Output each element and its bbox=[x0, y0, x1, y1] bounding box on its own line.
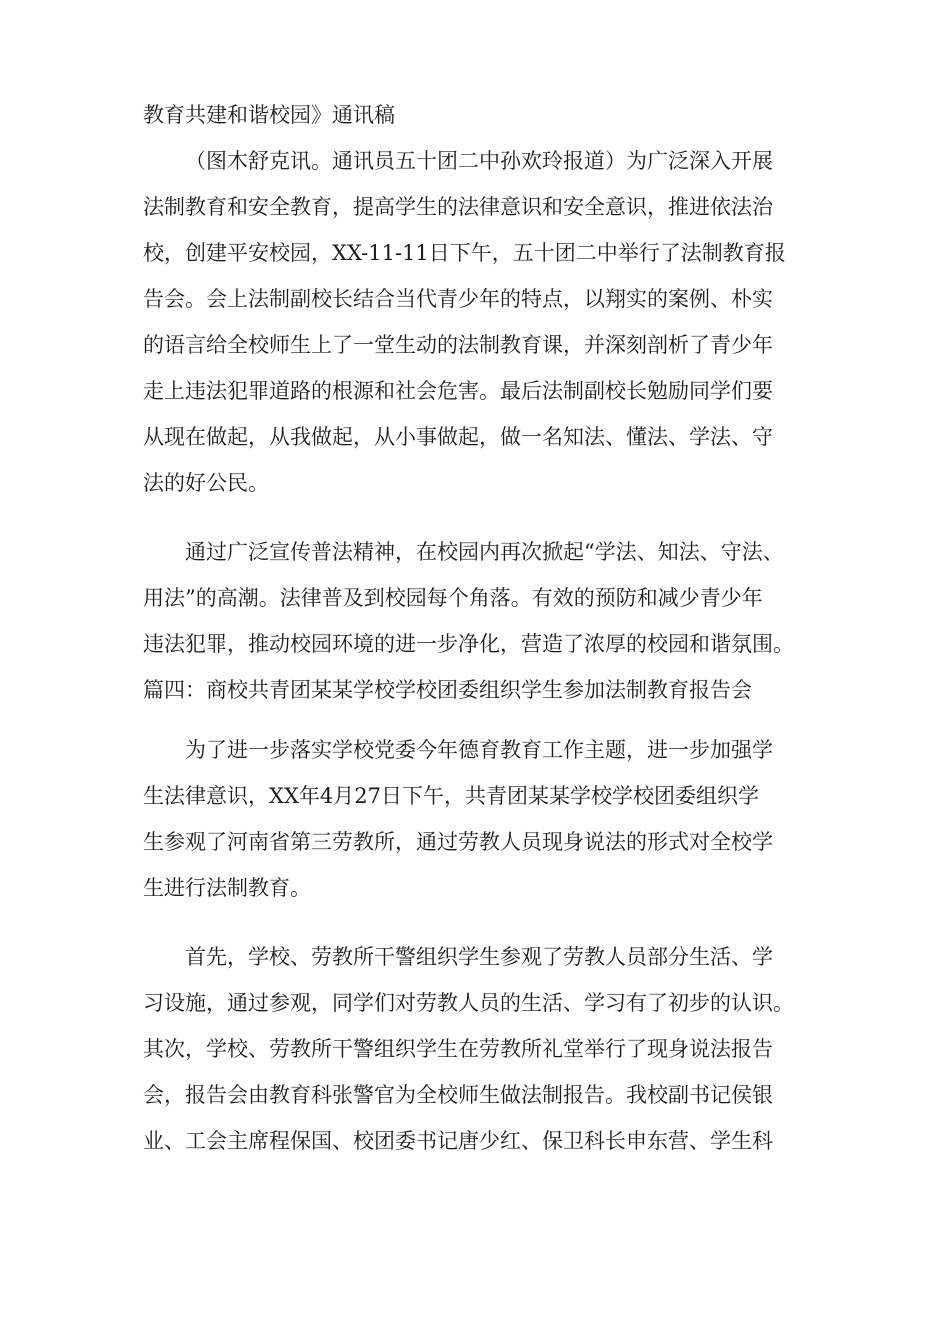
text-line: 校，创建平安校园，XX-11-11日下午，五十团二中举行了法制教育报 bbox=[143, 241, 786, 265]
text-line: 用法”的高潮。法律普及到校园每个角落。有效的预防和减少青少年 bbox=[143, 586, 763, 610]
text-line: 法的好公民。 bbox=[143, 471, 269, 495]
text-line: 习设施，通过参观，同学们对劳教人员的生活、学习有了初步的认识。 bbox=[143, 991, 794, 1015]
text-line: 生进行法制教育。 bbox=[143, 876, 311, 900]
text-line: 违法犯罪，推动校园环境的进一步净化，营造了浓厚的校园和谐氛围。 bbox=[143, 632, 794, 656]
text-line: 告会。会上法制副校长结合当代青少年的特点，以翔实的案例、朴实 bbox=[143, 287, 773, 311]
text-line: 生法律意识，XX年4月27日下午，共青团某某学校学校团委组织学 bbox=[143, 784, 759, 808]
text-line: 从现在做起，从我做起，从小事做起，做一名知法、懂法、学法、守 bbox=[143, 425, 773, 449]
section-heading: 篇四：商校共青团某某学校学校团委组织学生参加法制教育报告会 bbox=[143, 678, 752, 702]
text-line: （图木舒克讯。通讯员五十团二中孙欢玲报道）为广泛深入开展 bbox=[185, 149, 773, 173]
text-line: 为了进一步落实学校党委今年德育教育工作主题，进一步加强学 bbox=[185, 738, 773, 762]
text-line: 法制教育和安全教育，提高学生的法律意识和安全意识，推进依法治 bbox=[143, 195, 773, 219]
text-line: 会，报告会由教育科张警官为全校师生做法制报告。我校副书记侯银 bbox=[143, 1083, 773, 1107]
text-line: 教育共建和谐校园》通讯稿 bbox=[143, 103, 395, 127]
text-line: 的语言给全校师生上了一堂生动的法制教育课，并深刻剖析了青少年 bbox=[143, 333, 773, 357]
text-line: 生参观了河南省第三劳教所，通过劳教人员现身说法的形式对全校学 bbox=[143, 830, 773, 854]
text-line: 其次，学校、劳教所干警组织学生在劳教所礼堂举行了现身说法报告 bbox=[143, 1037, 773, 1061]
text-line: 通过广泛宣传普法精神，在校园内再次掀起“学法、知法、守法、 bbox=[185, 540, 784, 564]
text-line: 业、工会主席程保国、校团委书记唐少红、保卫科长申东营、学生科 bbox=[143, 1129, 773, 1153]
text-line: 首先，学校、劳教所干警组织学生参观了劳教人员部分生活、学 bbox=[185, 945, 773, 969]
text-line: 走上违法犯罪道路的根源和社会危害。最后法制副校长勉励同学们要 bbox=[143, 379, 773, 403]
